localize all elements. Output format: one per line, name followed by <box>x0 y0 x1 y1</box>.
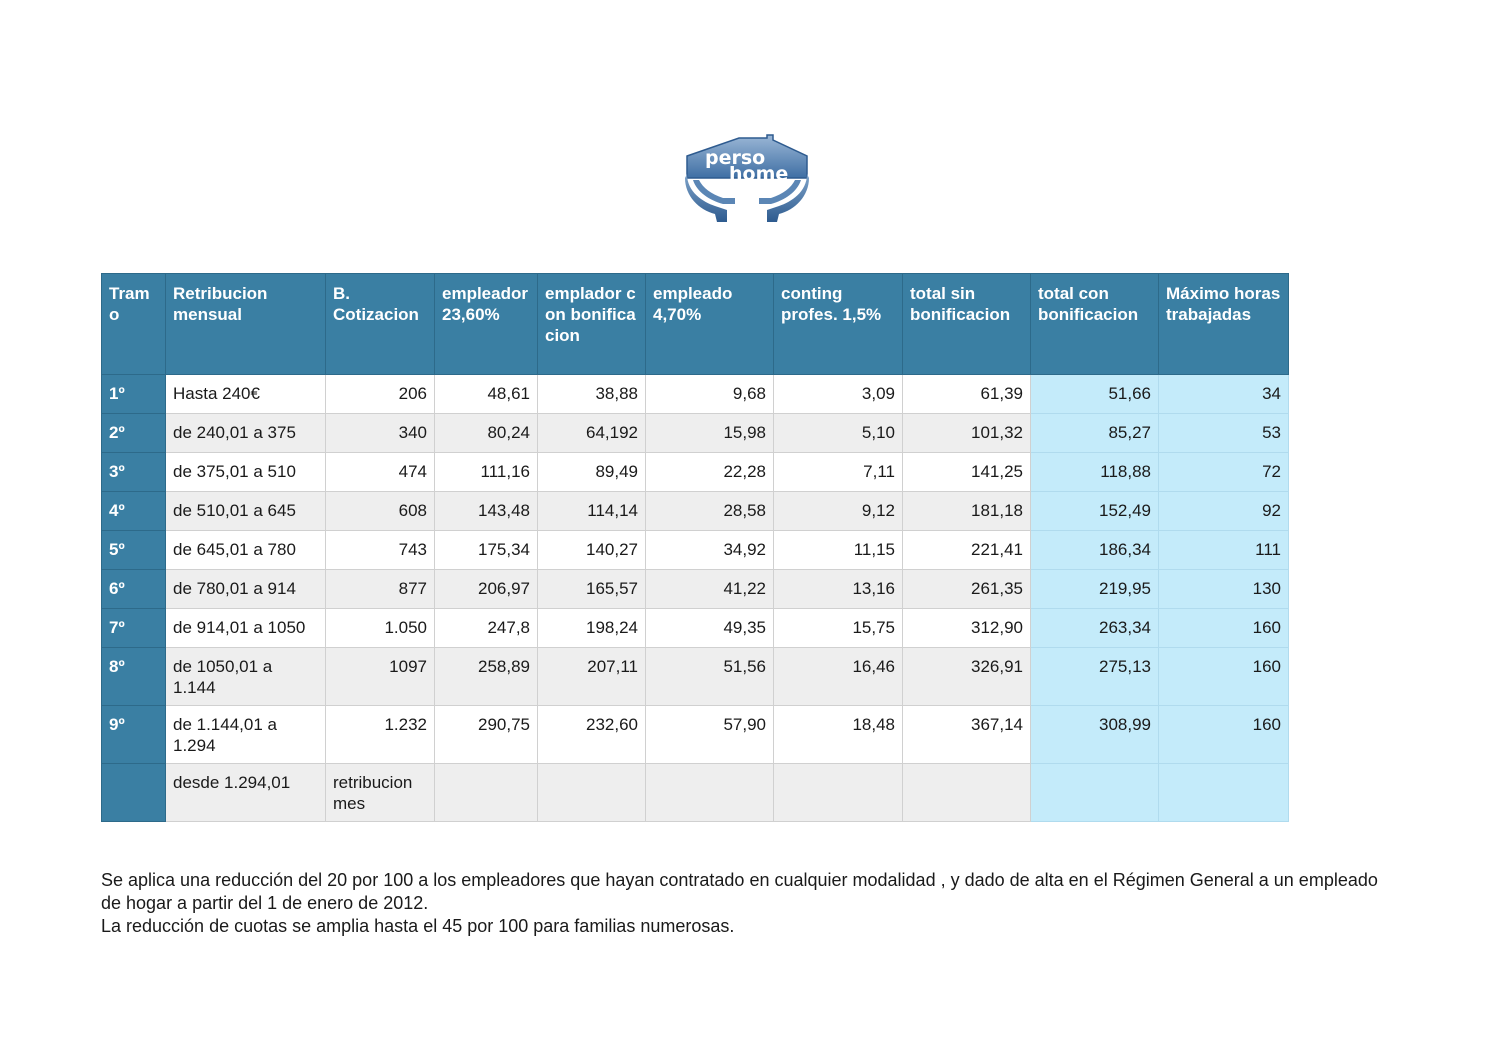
cell-contingencias: 3,09 <box>774 375 903 414</box>
cell-base-cotizacion: 340 <box>326 414 435 453</box>
cell-empleado: 51,56 <box>646 648 774 706</box>
note-reduccion-45: La reducción de cuotas se amplia hasta el 45 por 100 para familias numerosas. <box>101 916 735 936</box>
cell-empleado <box>646 764 774 822</box>
cell-empleador: 290,75 <box>435 706 538 764</box>
table-row <box>102 375 1289 414</box>
cell-total-con-bonificacion: 219,95 <box>1031 570 1159 609</box>
cell-empleador: 80,24 <box>435 414 538 453</box>
cell-empleado: 57,90 <box>646 706 774 764</box>
cell-tramo <box>102 764 166 822</box>
cell-tramo: 5º <box>102 531 166 570</box>
cell-maximo-horas: 160 <box>1159 648 1289 706</box>
cell-base-cotizacion: 608 <box>326 492 435 531</box>
header-empleador: empleador 23,60% <box>435 274 538 375</box>
cell-tramo: 8º <box>102 648 166 706</box>
cell-total-sin-bonificacion: 221,41 <box>903 531 1031 570</box>
cell-empleado: 9,68 <box>646 375 774 414</box>
header-total-sin-bonificacion: total sin bonificacion <box>903 274 1031 375</box>
cell-total-sin-bonificacion: 261,35 <box>903 570 1031 609</box>
cell-empleador: 175,34 <box>435 531 538 570</box>
cell-base-cotizacion: 877 <box>326 570 435 609</box>
cell-maximo-horas: 92 <box>1159 492 1289 531</box>
table-row <box>102 453 1289 492</box>
cell-empleador: 111,16 <box>435 453 538 492</box>
cell-tramo: 4º <box>102 492 166 531</box>
cell-base-cotizacion: 1.050 <box>326 609 435 648</box>
cell-empleador: 206,97 <box>435 570 538 609</box>
cell-base-cotizacion: 206 <box>326 375 435 414</box>
cell-tramo: 2º <box>102 414 166 453</box>
cell-retribucion: Hasta 240€ <box>166 375 326 414</box>
cell-empleador-bonificacion: 232,60 <box>538 706 646 764</box>
cell-tramo: 7º <box>102 609 166 648</box>
cell-retribucion: de 1050,01 a 1.144 <box>166 648 326 706</box>
table-row <box>102 764 1289 822</box>
cell-contingencias: 16,46 <box>774 648 903 706</box>
table-row <box>102 609 1289 648</box>
cell-retribucion: de 645,01 a 780 <box>166 531 326 570</box>
cell-empleado: 41,22 <box>646 570 774 609</box>
cell-empleador-bonificacion: 140,27 <box>538 531 646 570</box>
cell-empleador-bonificacion: 38,88 <box>538 375 646 414</box>
cell-empleado: 49,35 <box>646 609 774 648</box>
cell-total-sin-bonificacion: 101,32 <box>903 414 1031 453</box>
cell-empleador: 258,89 <box>435 648 538 706</box>
persohome-logo <box>683 134 811 224</box>
cell-total-con-bonificacion <box>1031 764 1159 822</box>
cell-tramo: 3º <box>102 453 166 492</box>
header-empleador-bonificacion: emplador con bonificacion <box>538 274 646 375</box>
header-base-cotizacion: B. Cotizacion <box>326 274 435 375</box>
table-row <box>102 492 1289 531</box>
cell-base-cotizacion: retribucion mes <box>326 764 435 822</box>
cell-total-con-bonificacion: 263,34 <box>1031 609 1159 648</box>
cell-total-con-bonificacion: 308,99 <box>1031 706 1159 764</box>
cell-tramo: 6º <box>102 570 166 609</box>
header-retribucion: Retribucion mensual <box>166 274 326 375</box>
table-row <box>102 706 1289 764</box>
cell-maximo-horas: 34 <box>1159 375 1289 414</box>
cell-contingencias: 11,15 <box>774 531 903 570</box>
cell-total-con-bonificacion: 186,34 <box>1031 531 1159 570</box>
cell-empleado: 22,28 <box>646 453 774 492</box>
cell-total-sin-bonificacion: 367,14 <box>903 706 1031 764</box>
cell-retribucion: de 510,01 a 645 <box>166 492 326 531</box>
cell-total-con-bonificacion: 275,13 <box>1031 648 1159 706</box>
cell-retribucion: desde 1.294,01 <box>166 764 326 822</box>
cell-empleador: 247,8 <box>435 609 538 648</box>
cell-maximo-horas: 130 <box>1159 570 1289 609</box>
cell-empleado: 28,58 <box>646 492 774 531</box>
cell-total-sin-bonificacion: 141,25 <box>903 453 1031 492</box>
cell-empleador-bonificacion: 198,24 <box>538 609 646 648</box>
table-row <box>102 648 1289 706</box>
cell-empleador <box>435 764 538 822</box>
cell-maximo-horas: 72 <box>1159 453 1289 492</box>
cell-empleado: 34,92 <box>646 531 774 570</box>
header-maximo-horas: Máximo horas trabajadas <box>1159 274 1289 375</box>
cell-empleador-bonificacion: 64,192 <box>538 414 646 453</box>
cell-tramo: 9º <box>102 706 166 764</box>
cell-maximo-horas: 160 <box>1159 706 1289 764</box>
cell-retribucion: de 240,01 a 375 <box>166 414 326 453</box>
table-row <box>102 531 1289 570</box>
logo-text-line1: perso <box>705 147 766 169</box>
cell-contingencias: 9,12 <box>774 492 903 531</box>
cell-contingencias: 15,75 <box>774 609 903 648</box>
cell-total-con-bonificacion: 51,66 <box>1031 375 1159 414</box>
cell-retribucion: de 1.144,01 a 1.294 <box>166 706 326 764</box>
cell-retribucion: de 780,01 a 914 <box>166 570 326 609</box>
header-tramo: Tramo <box>102 274 166 375</box>
cell-base-cotizacion: 1.232 <box>326 706 435 764</box>
note-reduccion-20: Se aplica una reducción del 20 por 100 a los empleadores que hayan contratado en cualquier modalidad , y dado de alta en el Régimen General a un empleado de hogar a partir del 1 de enero de 2012. <box>101 870 1378 913</box>
cell-total-sin-bonificacion: 312,90 <box>903 609 1031 648</box>
cell-empleador-bonificacion: 114,14 <box>538 492 646 531</box>
cell-contingencias: 7,11 <box>774 453 903 492</box>
cell-empleador-bonificacion: 89,49 <box>538 453 646 492</box>
cell-contingencias: 18,48 <box>774 706 903 764</box>
cell-maximo-horas: 160 <box>1159 609 1289 648</box>
cell-retribucion: de 375,01 a 510 <box>166 453 326 492</box>
cell-contingencias: 13,16 <box>774 570 903 609</box>
cell-empleador: 48,61 <box>435 375 538 414</box>
cell-base-cotizacion: 474 <box>326 453 435 492</box>
cell-total-sin-bonificacion: 326,91 <box>903 648 1031 706</box>
cell-total-sin-bonificacion <box>903 764 1031 822</box>
cell-empleador-bonificacion: 165,57 <box>538 570 646 609</box>
cell-empleado: 15,98 <box>646 414 774 453</box>
header-empleado: empleado 4,70% <box>646 274 774 375</box>
cell-total-con-bonificacion: 118,88 <box>1031 453 1159 492</box>
table-row <box>102 570 1289 609</box>
cell-empleador-bonificacion <box>538 764 646 822</box>
cell-total-sin-bonificacion: 61,39 <box>903 375 1031 414</box>
cell-base-cotizacion: 743 <box>326 531 435 570</box>
cell-maximo-horas: 53 <box>1159 414 1289 453</box>
notes <box>101 869 1391 938</box>
header-contingencias: conting profes. 1,5% <box>774 274 903 375</box>
logo-text-line2: home <box>729 163 789 185</box>
cell-maximo-horas <box>1159 764 1289 822</box>
cell-total-sin-bonificacion: 181,18 <box>903 492 1031 531</box>
table-header-row <box>102 274 1289 375</box>
cell-maximo-horas: 111 <box>1159 531 1289 570</box>
cell-contingencias <box>774 764 903 822</box>
cell-tramo: 1º <box>102 375 166 414</box>
table-row <box>102 414 1289 453</box>
cell-base-cotizacion: 1097 <box>326 648 435 706</box>
cell-empleador-bonificacion: 207,11 <box>538 648 646 706</box>
header-total-con-bonificacion: total con bonificacion <box>1031 274 1159 375</box>
cell-total-con-bonificacion: 85,27 <box>1031 414 1159 453</box>
cell-total-con-bonificacion: 152,49 <box>1031 492 1159 531</box>
cell-empleador: 143,48 <box>435 492 538 531</box>
cell-contingencias: 5,10 <box>774 414 903 453</box>
tariff-table <box>101 273 1289 822</box>
cell-retribucion: de 914,01 a 1050 <box>166 609 326 648</box>
